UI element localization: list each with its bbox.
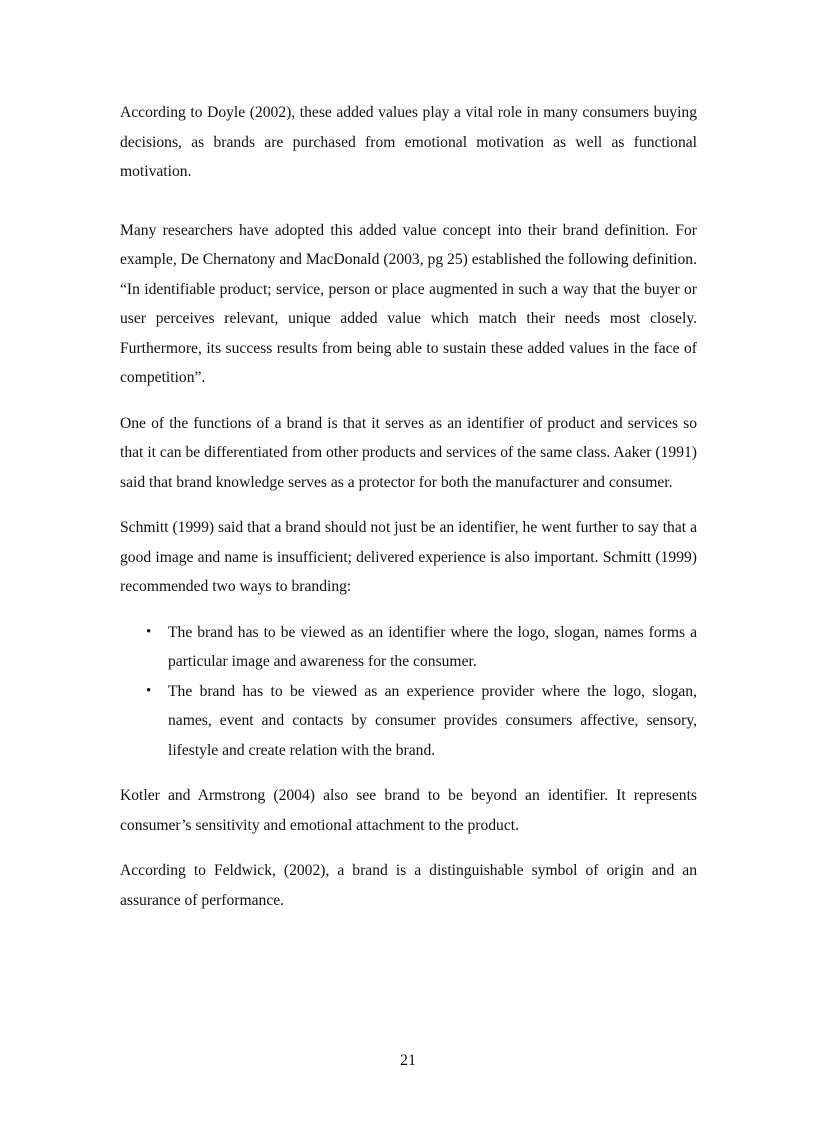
branding-ways-list xyxy=(120,618,697,766)
list-item-text: The brand has to be viewed as an identifier where the logo, slogan, names forms a particular image and awareness for the consumer. xyxy=(168,623,697,670)
list-item xyxy=(120,677,697,766)
list-item xyxy=(120,618,697,677)
bullet-icon: • xyxy=(146,623,152,640)
paragraph-feldwick: According to Feldwick, (2002), a brand is a distinguishable symbol of origin and an assurance of performance. xyxy=(120,862,697,909)
paragraph-kotler-armstrong: Kotler and Armstrong (2004) also see brand to be beyond an identifier. It represents consumer’s sensitivity and emotional attachment to the product. xyxy=(120,787,697,834)
paragraph-added-value-definition: Many researchers have adopted this added value concept into their brand definition. For example, De Chernatony and MacDonald (2003, pg 25) established the following definition. “In identifiable product; service, person or place augmented in such a way that the buyer or user perceives relevant, unique added value which match their needs most closely. Furthermore, its success results from being able to sustain these added values in the face of competition”. xyxy=(120,221,697,386)
page-body xyxy=(120,98,697,915)
list-item-text: The brand has to be viewed as an experience provider where the logo, slogan, names, event and contacts by consumer provides consumers affective, sensory, lifestyle and create relation with the brand. xyxy=(168,682,697,759)
paragraph-schmitt: Schmitt (1999) said that a brand should not just be an identifier, he went further to say that a good image and name is insufficient; delivered experience is also important. Schmitt (1999) recommended two ways to branding: xyxy=(120,519,697,595)
paragraph-doyle: According to Doyle (2002), these added values play a vital role in many consumers buying decisions, as brands are purchased from emotional motivation as well as functional motivation. xyxy=(120,104,697,180)
page-number: 21 xyxy=(400,1052,416,1069)
bullet-icon: • xyxy=(146,682,152,699)
paragraph-brand-functions: One of the functions of a brand is that it serves as an identifier of product and services so that it can be differentiated from other products and services of the same class. Aaker (1991) said that brand knowledge serves as a protector for both the manufacturer and consumer. xyxy=(120,414,697,491)
